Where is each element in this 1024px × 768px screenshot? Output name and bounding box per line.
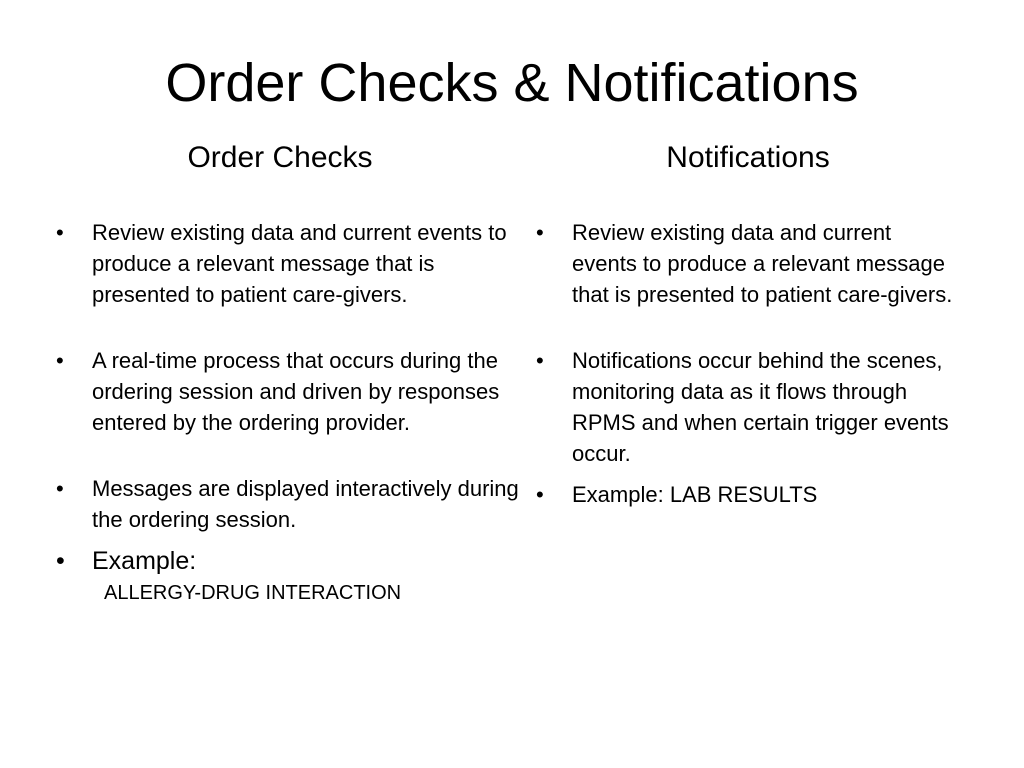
order-checks-bullet-2 (56, 345, 520, 438)
order-checks-bullet-3 (56, 473, 520, 535)
bullet-icon: • (536, 482, 544, 507)
bullet-icon: • (56, 220, 64, 245)
notifications-bullet-2 (536, 345, 956, 469)
bullet-text: Review existing data and current events to produce a relevant message that is presented to patient care-givers. (572, 220, 953, 307)
bullet-text: Example: (92, 547, 197, 575)
notifications-list (536, 217, 956, 510)
notifications-heading: Notifications (666, 141, 830, 174)
notifications-bullet-1 (536, 217, 956, 310)
bullet-text: Review existing data and current events to produce a relevant message that is presented to patient care-givers. (92, 220, 507, 307)
bullet-icon: • (56, 348, 64, 373)
example-detail: ALLERGY-DRUG INTERACTION (104, 582, 402, 604)
notifications-bullet-3 (536, 479, 956, 510)
bullet-icon: • (536, 348, 544, 373)
bullet-icon: • (56, 547, 65, 575)
order-checks-heading: Order Checks (187, 141, 373, 174)
bullet-text: Messages are displayed interactively during the ordering session. (92, 476, 519, 532)
bullet-text: Notifications occur behind the scenes, monitoring data as it flows through RPMS and when certain trigger events occur. (572, 348, 949, 466)
bullet-text: A real-time process that occurs during the ordering session and driven by responses entered by the ordering provider. (92, 348, 500, 435)
order-checks-bullet-4 (56, 545, 520, 578)
order-checks-list (56, 217, 520, 606)
bullet-icon: • (56, 476, 64, 501)
bullet-text: Example: LAB RESULTS (572, 482, 818, 507)
order-checks-bullet-1 (56, 217, 520, 310)
slide-title: Order Checks & Notifications (165, 53, 859, 113)
bullet-icon: • (536, 220, 544, 245)
